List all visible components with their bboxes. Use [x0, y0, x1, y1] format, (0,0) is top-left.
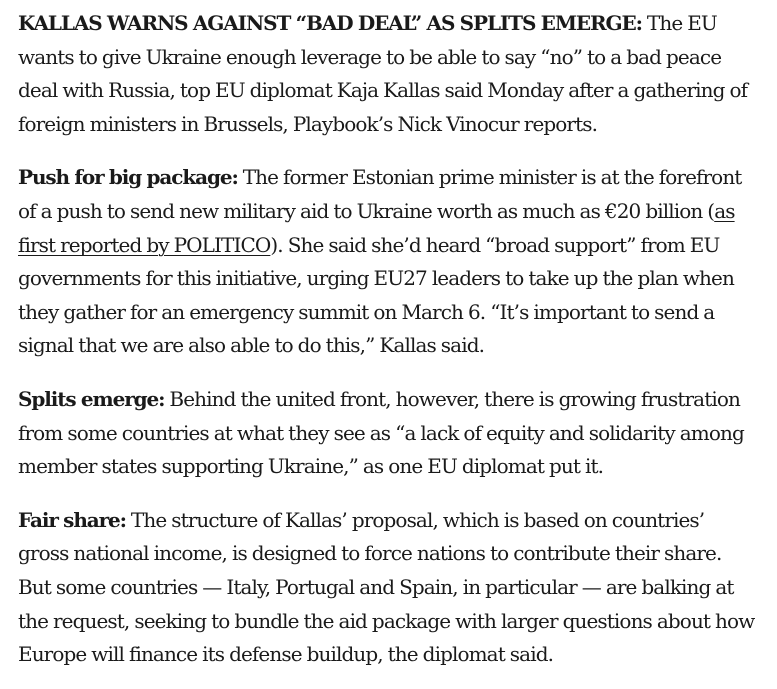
paragraph-lead: KALLAS WARNS AGAINST “BAD DEAL” AS SPLITS EMERGE:: [18, 11, 642, 35]
paragraph-text: ). She said she’d heard “broad support” from EU governments for this initiative, urging EU27 leaders to take up the plan when they gather for an emergency summit on March 6. “It’s important to send a signal that we are also able to do this,” Kallas said.: [18, 232, 734, 358]
politico-report-link[interactable]: as first reported by POLITICO: [18, 198, 735, 257]
paragraph-splits-emerge: [18, 383, 759, 484]
paragraph-text: The structure of Kallas’ proposal, which is based on countries’ gross national income, is designed to force nations to contribute their share. But some countries — Italy, Portugal and Spain, in particular — are balking at the request, seeking to bundle the aid package with larger questions about how Europe will finance its defense buildup, the diplomat said.: [18, 507, 755, 667]
paragraph-text: The former Estonian prime minister is at the forefront of a push to send new military aid to Ukraine worth as much as €20 billion (: [18, 165, 742, 223]
paragraph-text: Behind the united front, however, there is growing frustration from some countries at what they see as “a lack of equity and solidarity among member states supporting Ukraine,” as one EU diplomat put it.: [18, 386, 744, 479]
paragraph-bad-deal: [18, 7, 759, 141]
paragraph-lead: Fair share:: [18, 507, 126, 532]
paragraph-fair-share: [18, 504, 759, 672]
paragraph-text: The EU wants to give Ukraine enough leverage to be able to say “no” to a bad peace deal with Russia, top EU diplomat Kaja Kallas said Monday after a gathering of foreign ministers in Brussels, Playbook’s Nick Vinocur reports.: [18, 11, 748, 136]
paragraph-big-package: [18, 161, 759, 363]
paragraph-lead: Push for big package:: [18, 165, 238, 190]
paragraph-lead: Splits emerge:: [18, 386, 165, 411]
